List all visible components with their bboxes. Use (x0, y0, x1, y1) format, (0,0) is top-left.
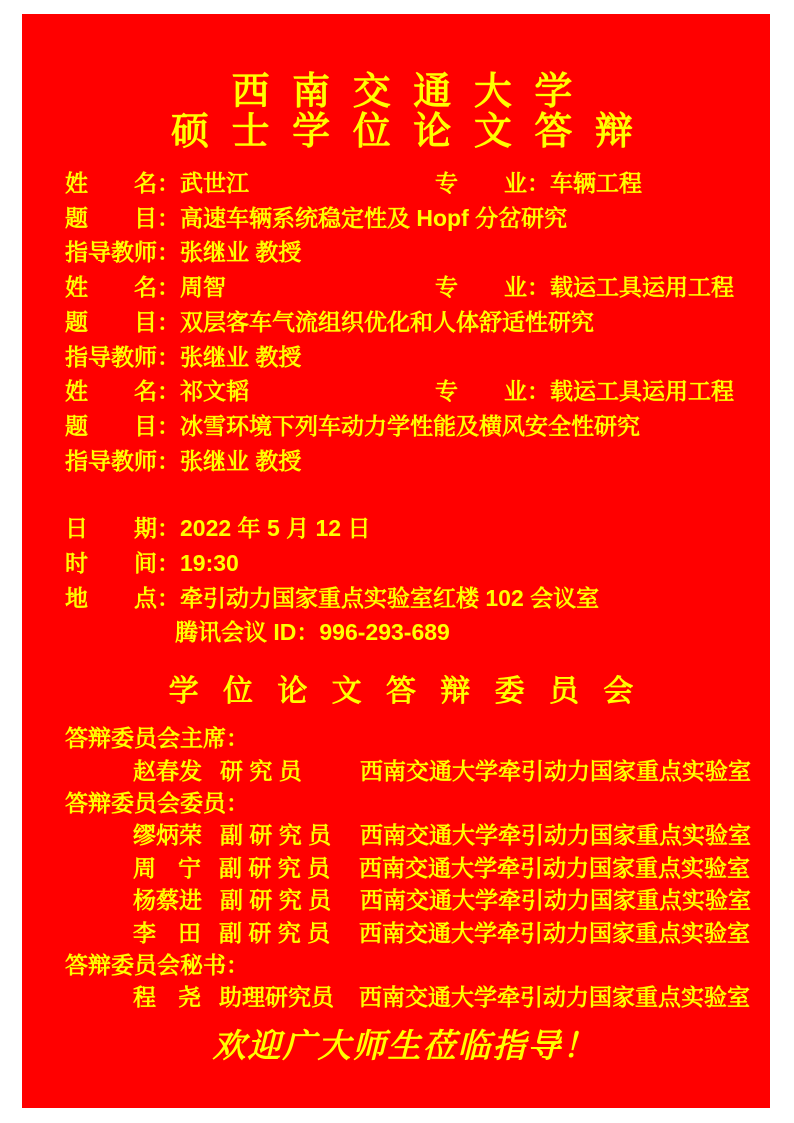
colon: ： (527, 274, 550, 301)
colon: ： (157, 550, 180, 577)
colon: ： (157, 170, 180, 196)
member-4-title: 副 研 究 员 (219, 919, 331, 946)
candidate-3-major-group (435, 374, 734, 409)
place-row (65, 581, 745, 616)
candidate-2-topic: 双层客车气流组织优化和人体舒适性研究 (180, 308, 594, 335)
secretary-title: 助理研究员 (219, 984, 334, 1011)
candidate-1-name-group (65, 166, 435, 201)
chair-title: 研 究 员 (220, 757, 302, 784)
chair-affiliation: 西南交通大学牵引动力国家重点实验室 (360, 757, 751, 784)
defense-announcement-poster (22, 14, 770, 1108)
committee-secretary-row (65, 981, 750, 1013)
committee-member-row (65, 852, 750, 884)
candidate-2-name-major-row (65, 270, 745, 305)
major-label: 专业 (435, 378, 527, 405)
candidate-2-major: 载运工具运用工程 (550, 274, 734, 301)
date-row (65, 511, 745, 546)
advisor-label: 指导教师 (65, 343, 157, 370)
university-title: 西 南 交 通 大 学 (231, 71, 579, 113)
committee-chair-row (65, 755, 751, 787)
committee-members-label: 答辩委员会委员 (65, 789, 226, 816)
candidate-3-major: 载运工具运用工程 (550, 378, 734, 405)
member-1-name: 缪炳荣 (133, 822, 202, 849)
candidate-3-topic: 冰雪环境下列车动力学性能及横风安全性研究 (180, 412, 640, 439)
committee-section (65, 722, 751, 1014)
name-label: 姓名 (65, 170, 157, 196)
candidate-3-topic-row (65, 409, 745, 444)
committee-secretary-label-row (65, 949, 745, 981)
colon: ： (226, 725, 249, 752)
candidate-3-name-group (65, 374, 435, 409)
colon: ： (157, 204, 180, 231)
committee-secretary-label: 答辩委员会秘书 (65, 951, 226, 978)
place-label: 地点 (65, 584, 157, 611)
colon: ： (157, 584, 180, 611)
committee-header: 学 位 论 文 答 辩 委 员 会 (168, 675, 642, 709)
candidate-2-name: 周智 (180, 274, 226, 301)
committee-chair-label-row (65, 722, 745, 754)
member-2-name: 周宁 (133, 854, 201, 881)
candidate-2-advisor: 张继业 教授 (180, 343, 302, 370)
section-gap (65, 478, 745, 511)
colon: ： (527, 170, 550, 196)
colon: ： (157, 515, 180, 542)
advisor-label: 指导教师 (65, 447, 157, 474)
candidate-1-name-major-row (65, 166, 745, 201)
member-3-name: 杨蔡进 (133, 887, 202, 914)
member-4-name: 李田 (133, 919, 201, 946)
member-1-affiliation: 西南交通大学牵引动力国家重点实验室 (360, 822, 751, 849)
member-2-title: 副 研 究 员 (219, 854, 331, 881)
committee-member-row (65, 819, 751, 851)
colon: ： (226, 789, 249, 816)
member-4-affiliation: 西南交通大学牵引动力国家重点实验室 (359, 919, 750, 946)
colon: ： (157, 239, 180, 266)
member-3-affiliation: 西南交通大学牵引动力国家重点实验室 (360, 887, 751, 914)
member-2-affiliation: 西南交通大学牵引动力国家重点实验室 (359, 854, 750, 881)
candidate-2-advisor-row (65, 340, 745, 375)
candidate-3-name: 祁文韬 (180, 378, 249, 405)
colon: ： (226, 951, 249, 978)
candidate-2-name-group (65, 270, 435, 305)
time-label: 时间 (65, 550, 157, 577)
candidate-3-advisor-row (65, 444, 745, 479)
candidate-1-name: 武世江 (180, 170, 249, 196)
colon: ： (157, 447, 180, 474)
date-label: 日期 (65, 515, 157, 542)
meeting-id-row (65, 615, 745, 650)
topic-label: 题目 (65, 204, 157, 231)
colon: ： (157, 343, 180, 370)
date-value: 2022 年 5 月 12 日 (180, 515, 371, 542)
colon: ： (527, 378, 550, 405)
advisor-label: 指导教师 (65, 239, 157, 266)
colon: ： (157, 274, 180, 301)
colon: ： (157, 308, 180, 335)
name-label: 姓名 (65, 378, 157, 405)
committee-member-row (65, 917, 750, 949)
welcome-message: 欢迎广大师生莅临指导！ (212, 1026, 598, 1064)
committee-members-label-row (65, 787, 745, 819)
poster-subtitle: 硕 士 学 位 论 文 答 辩 (171, 111, 639, 153)
time-row (65, 546, 745, 581)
candidate-1-topic: 高速车辆系统稳定性及 Hopf 分岔研究 (180, 204, 568, 231)
candidate-3-name-major-row (65, 374, 745, 409)
topic-label: 题目 (65, 308, 157, 335)
secretary-name: 程尧 (133, 984, 201, 1011)
colon: ： (157, 412, 180, 439)
place-value: 牵引动力国家重点实验室红楼 102 会议室 (180, 584, 600, 611)
candidate-1-topic-row (65, 201, 745, 236)
candidate-2-topic-row (65, 305, 745, 340)
candidate-1-advisor-row (65, 235, 745, 270)
topic-label: 题目 (65, 412, 157, 439)
colon: ： (157, 378, 180, 405)
candidate-1-major-group (435, 166, 642, 201)
meeting-id-value: 腾讯会议 ID：996-293-689 (175, 619, 450, 646)
candidate-1-advisor: 张继业 教授 (180, 239, 302, 266)
chair-name: 赵春发 (133, 757, 202, 784)
secretary-affiliation: 西南交通大学牵引动力国家重点实验室 (359, 984, 750, 1011)
candidate-3-advisor: 张继业 教授 (180, 447, 302, 474)
time-value: 19:30 (180, 550, 239, 577)
name-label: 姓名 (65, 274, 157, 301)
candidate-1-major: 车辆工程 (550, 170, 642, 196)
committee-chair-label: 答辩委员会主席 (65, 725, 226, 752)
candidate-details-section (65, 166, 745, 650)
major-label: 专业 (435, 274, 527, 301)
candidate-2-major-group (435, 270, 734, 305)
member-3-title: 副 研 究 员 (220, 887, 332, 914)
member-1-title: 副 研 究 员 (220, 822, 332, 849)
major-label: 专业 (435, 170, 527, 196)
committee-member-row (65, 884, 751, 916)
